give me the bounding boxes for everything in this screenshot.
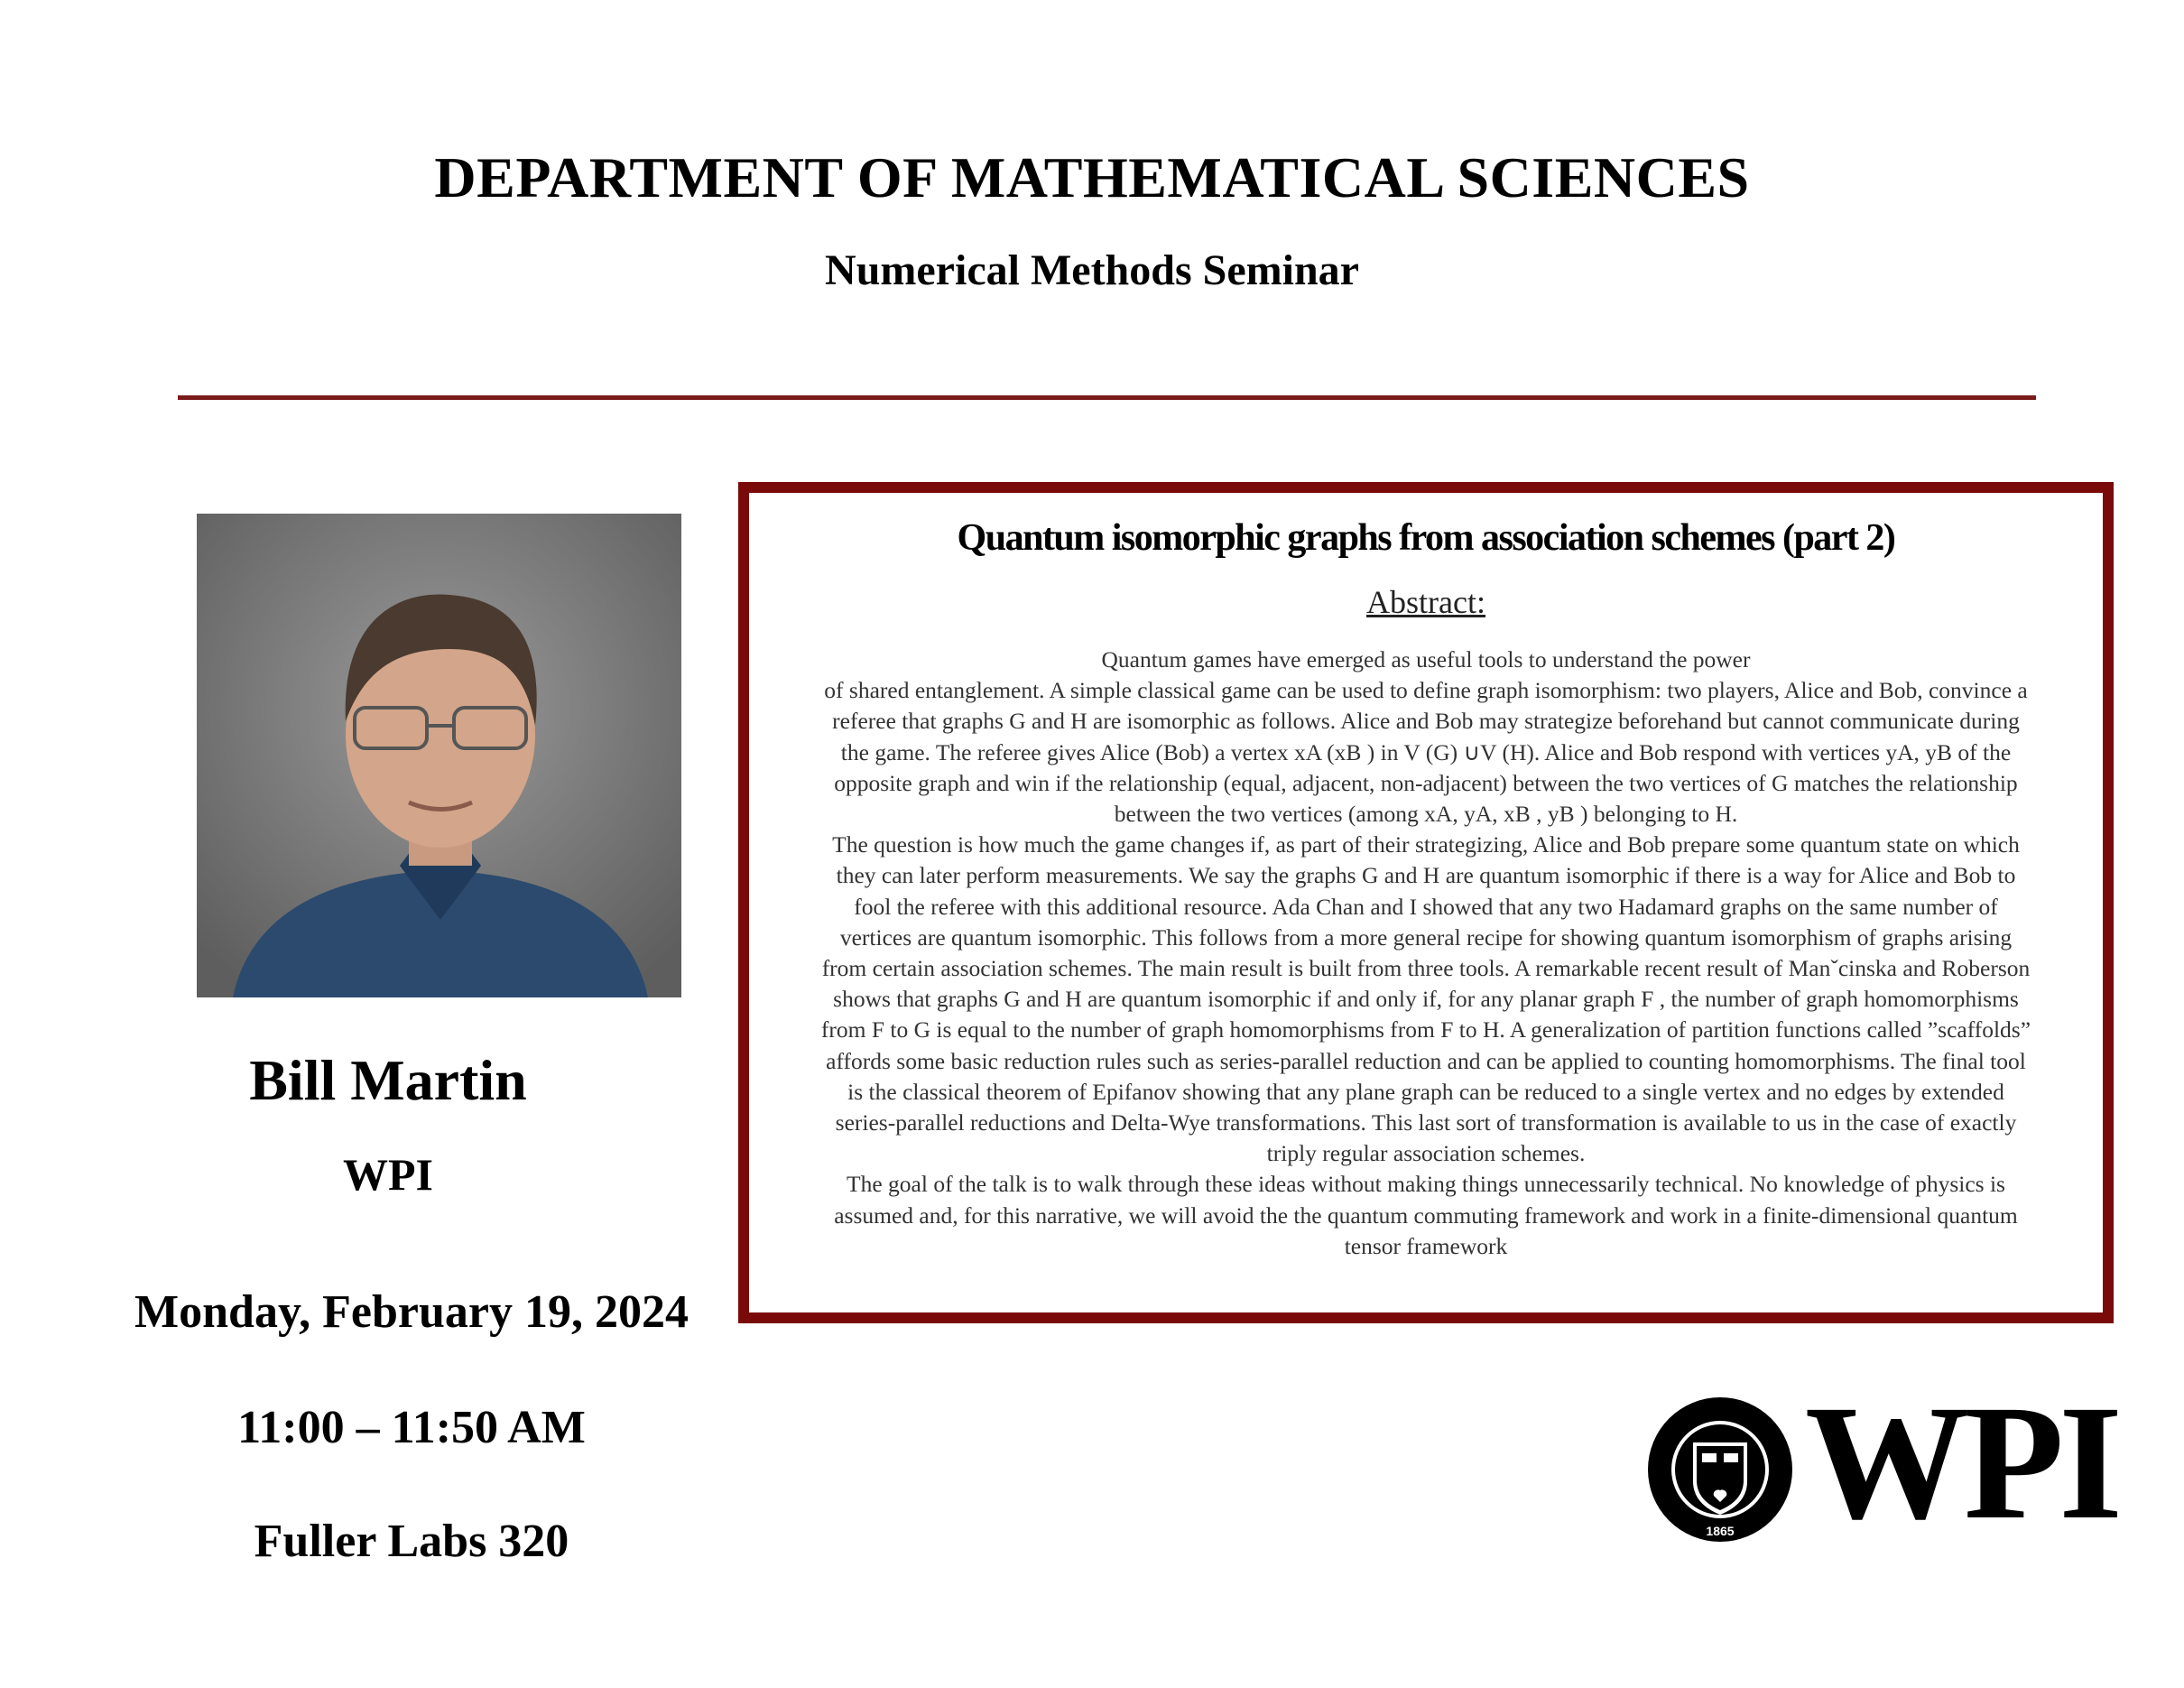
abstract-line: the game. The referee gives Alice (Bob) a vertex xA (xB ) in V (G) ∪V (H). Alice and Bob respond with vertices yA, yB of the [840,738,2012,765]
abstract-line: affords some basic reduction rules such as series-parallel reduction and can be applied to counting homomorphisms. The final tool [826,1047,2026,1074]
wpi-seal-logo [1646,1396,1794,1544]
speaker-photo [197,514,681,997]
abstract-line: series-parallel reductions and Delta-Wye transformations. This last sort of transformation is available to us in the case of exactly [835,1109,2017,1136]
abstract-line: opposite graph and win if the relationship (equal, adjacent, non-adjacent) between the two vertices of G matches the relationship [834,769,2018,796]
talk-title: Quantum isomorphic graphs from association schemes (part 2) [957,517,1895,559]
abstract-label [749,583,2103,621]
department-heading: DEPARTMENT OF MATHEMATICAL SCIENCES [434,145,1750,209]
event-date: Monday, February 19, 2024 [134,1286,689,1338]
speaker-affiliation: WPI [343,1149,433,1200]
event-location: Fuller Labs 320 [254,1516,569,1567]
abstract-line: they can later perform measurements. We say the graphs G and H are quantum isomorphic if there is a way for Alice and Bob to [836,862,2016,889]
seminar-series-title: Numerical Methods Seminar [825,246,1359,294]
abstract-box [738,482,2114,1323]
abstract-line: referee that graphs G and H are isomorphic as follows. Alice and Bob may strategize beforehand but cannot communicate during [832,708,2020,735]
abstract-line: of shared entanglement. A simple classical game can be used to define graph isomorphism: two players, Alice and Bob, convince a [824,677,2028,704]
abstract-label-text: Abstract: [1366,584,1485,620]
abstract-line: from certain association schemes. The main result is built from three tools. A remarkable recent result of Manˇcinska and Roberson [821,955,2031,982]
abstract-body [767,645,2085,1262]
seal-year: 1865 [1706,1524,1735,1538]
wpi-wordmark: WPI [1805,1372,2117,1554]
abstract-line: shows that graphs G and H are quantum isomorphic if and only if, for any planar graph F , the number of graph homomorphisms [833,986,2019,1013]
abstract-line: from F to G is equal to the number of graph homomorphisms from F to H. A generalization of partition functions called ”scaffolds” [820,1016,2031,1043]
abstract-line: fool the referee with this additional resource. Ada Chan and I showed that any two Hadamard graphs on the same number of [854,893,1998,920]
abstract-line: tensor framework [1344,1232,1508,1259]
abstract-line: The question is how much the game changes if, as part of their strategizing, Alice and Bob prepare some quantum state on which [832,831,2020,858]
abstract-line: triply regular association schemes. [1266,1140,1586,1167]
abstract-line: vertices are quantum isomorphic. This follows from a more general recipe for showing quantum isomorphism of graphs arising [839,923,2013,951]
event-time: 11:00 – 11:50 AM [237,1402,586,1453]
speaker-name: Bill Martin [249,1048,527,1112]
divider-rule [178,395,2036,400]
abstract-line: between the two vertices (among xA, yA, xB , yB ) belonging to H. [1114,801,1738,828]
abstract-line: assumed and, for this narrative, we will avoid the the quantum commuting framework and work in a finite-dimensional quantum [834,1201,2018,1229]
abstract-line: Quantum games have emerged as useful tools to understand the power [1101,646,1751,672]
abstract-line: The goal of the talk is to walk through these ideas without making things unnecessarily technical. No knowledge of physics is [847,1171,2005,1198]
abstract-line: is the classical theorem of Epifanov showing that any plane graph can be reduced to a single vertex and no edges by extended [847,1078,2004,1105]
